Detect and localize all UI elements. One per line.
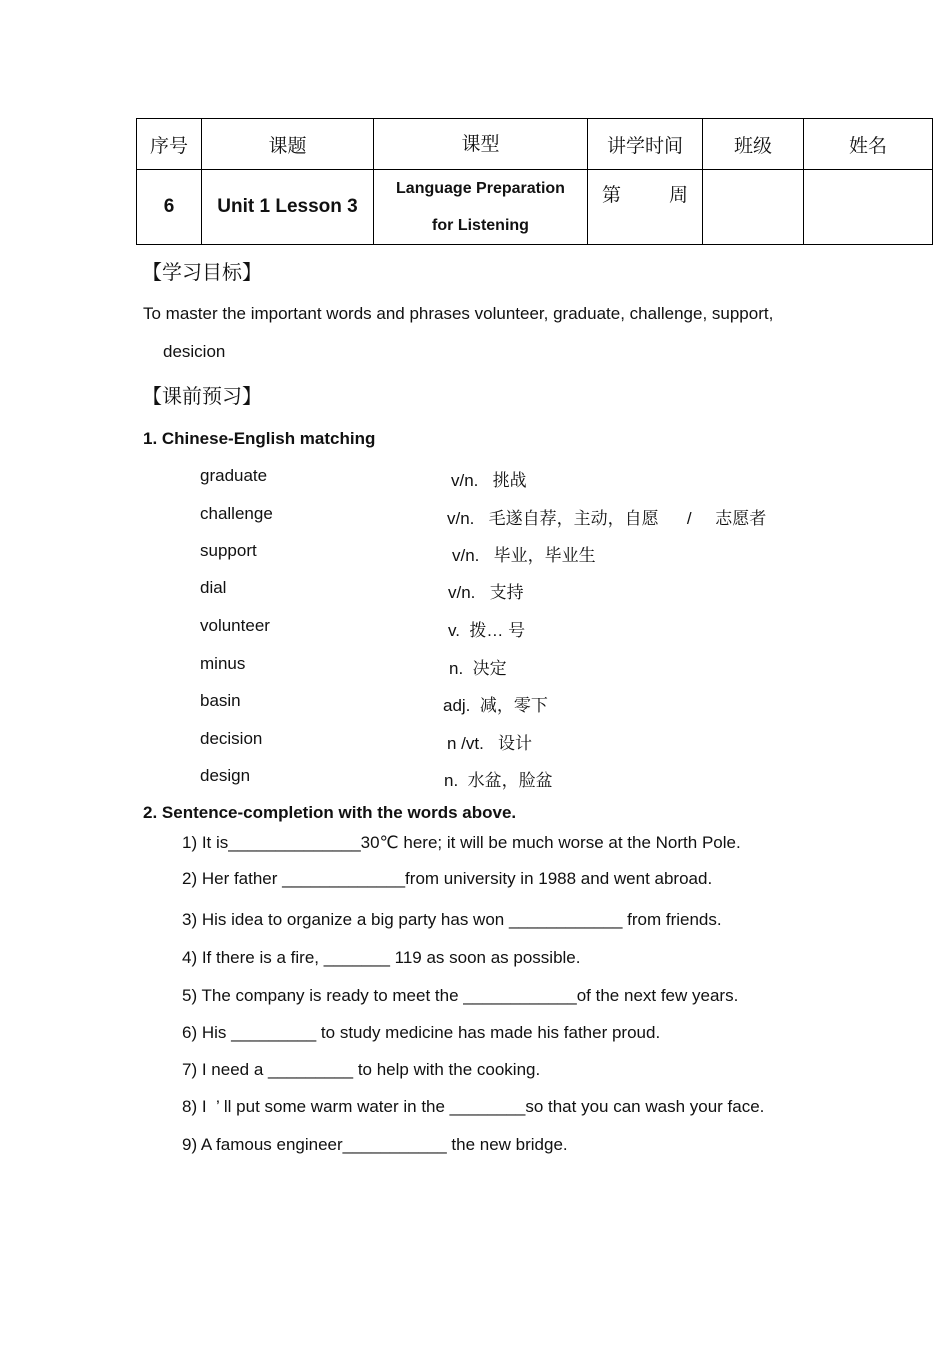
match-word: design (200, 766, 251, 785)
match-meaning: n. 决定 (449, 659, 507, 678)
completion-sentence: 9) A famous engineer___________ the new bridge. (182, 1135, 568, 1154)
completion-sentence: 4) If there is a fire, _______ 119 as soon as possible. (182, 948, 581, 967)
header-time: 讲学时间 (588, 119, 703, 170)
match-meaning: v/n. 毕业，毕业生 (452, 546, 596, 565)
cell-name (804, 170, 933, 245)
completion-title: 2. Sentence-completion with the words above. (143, 803, 517, 822)
match-meaning: n. 水盆，脸盆 (444, 771, 553, 790)
completion-sentence: 2) Her father _____________from university in 1988 and went abroad. (182, 869, 713, 888)
match-meaning: v/n. 毛遂自荐，主动，自愿 / 志愿者 (447, 509, 767, 528)
match-meaning: v/n. 挑战 (451, 471, 527, 490)
learning-goals-line-2: desicion (163, 342, 226, 361)
header-number: 序号 (137, 119, 202, 170)
learning-goals-line-1: To master the important words and phrases volunteer, graduate, challenge, support, (143, 304, 774, 323)
completion-sentence: 3) His idea to organize a big party has won ____________ from friends. (182, 910, 722, 929)
match-word: support (200, 541, 257, 560)
header-class: 班级 (703, 119, 804, 170)
learning-goals-heading: 【学习目标】 (142, 260, 262, 284)
completion-sentence: 6) His _________ to study medicine has made his father proud. (182, 1023, 661, 1042)
header-type: 课型 (374, 119, 588, 170)
time-week: 周 (668, 184, 688, 206)
matching-title: 1. Chinese-English matching (143, 429, 376, 448)
match-word: basin (200, 691, 241, 710)
type-line-2: for Listening (432, 217, 529, 234)
cell-topic: Unit 1 Lesson 3 (202, 170, 374, 245)
match-word: challenge (200, 504, 273, 523)
cell-class (703, 170, 804, 245)
cell-type (374, 170, 588, 245)
header-topic: 课题 (202, 119, 374, 170)
completion-sentence: 5) The company is ready to meet the ____________of the next few years. (182, 986, 739, 1005)
match-meaning: v. 拨… 号 (448, 621, 526, 640)
match-meaning: adj. 减，零下 (443, 696, 548, 715)
preview-heading: 【课前预习】 (142, 384, 262, 408)
match-meaning: v/n. 支持 (448, 583, 524, 602)
completion-sentence: 7) I need a _________ to help with the cooking. (182, 1060, 541, 1079)
cell-number: 6 (137, 170, 202, 245)
match-meaning: n /vt. 设计 (447, 734, 533, 753)
completion-sentence: 8) I ’ ll put some warm water in the ________so that you can wash your face. (182, 1097, 765, 1116)
table-header-row (137, 119, 933, 170)
match-word: graduate (200, 466, 268, 485)
lesson-info-table (136, 118, 933, 245)
match-word: dial (200, 578, 227, 597)
cell-time (588, 170, 703, 245)
match-word: minus (200, 654, 246, 673)
completion-sentence: 1) It is______________30℃ here; it will be much worse at the North Pole. (182, 833, 741, 852)
match-word: volunteer (200, 616, 270, 635)
header-name: 姓名 (804, 119, 933, 170)
table-data-row (137, 170, 933, 245)
time-day: 第 (602, 184, 622, 206)
type-line-1: Language Preparation (396, 180, 565, 197)
match-word: decision (200, 729, 263, 748)
